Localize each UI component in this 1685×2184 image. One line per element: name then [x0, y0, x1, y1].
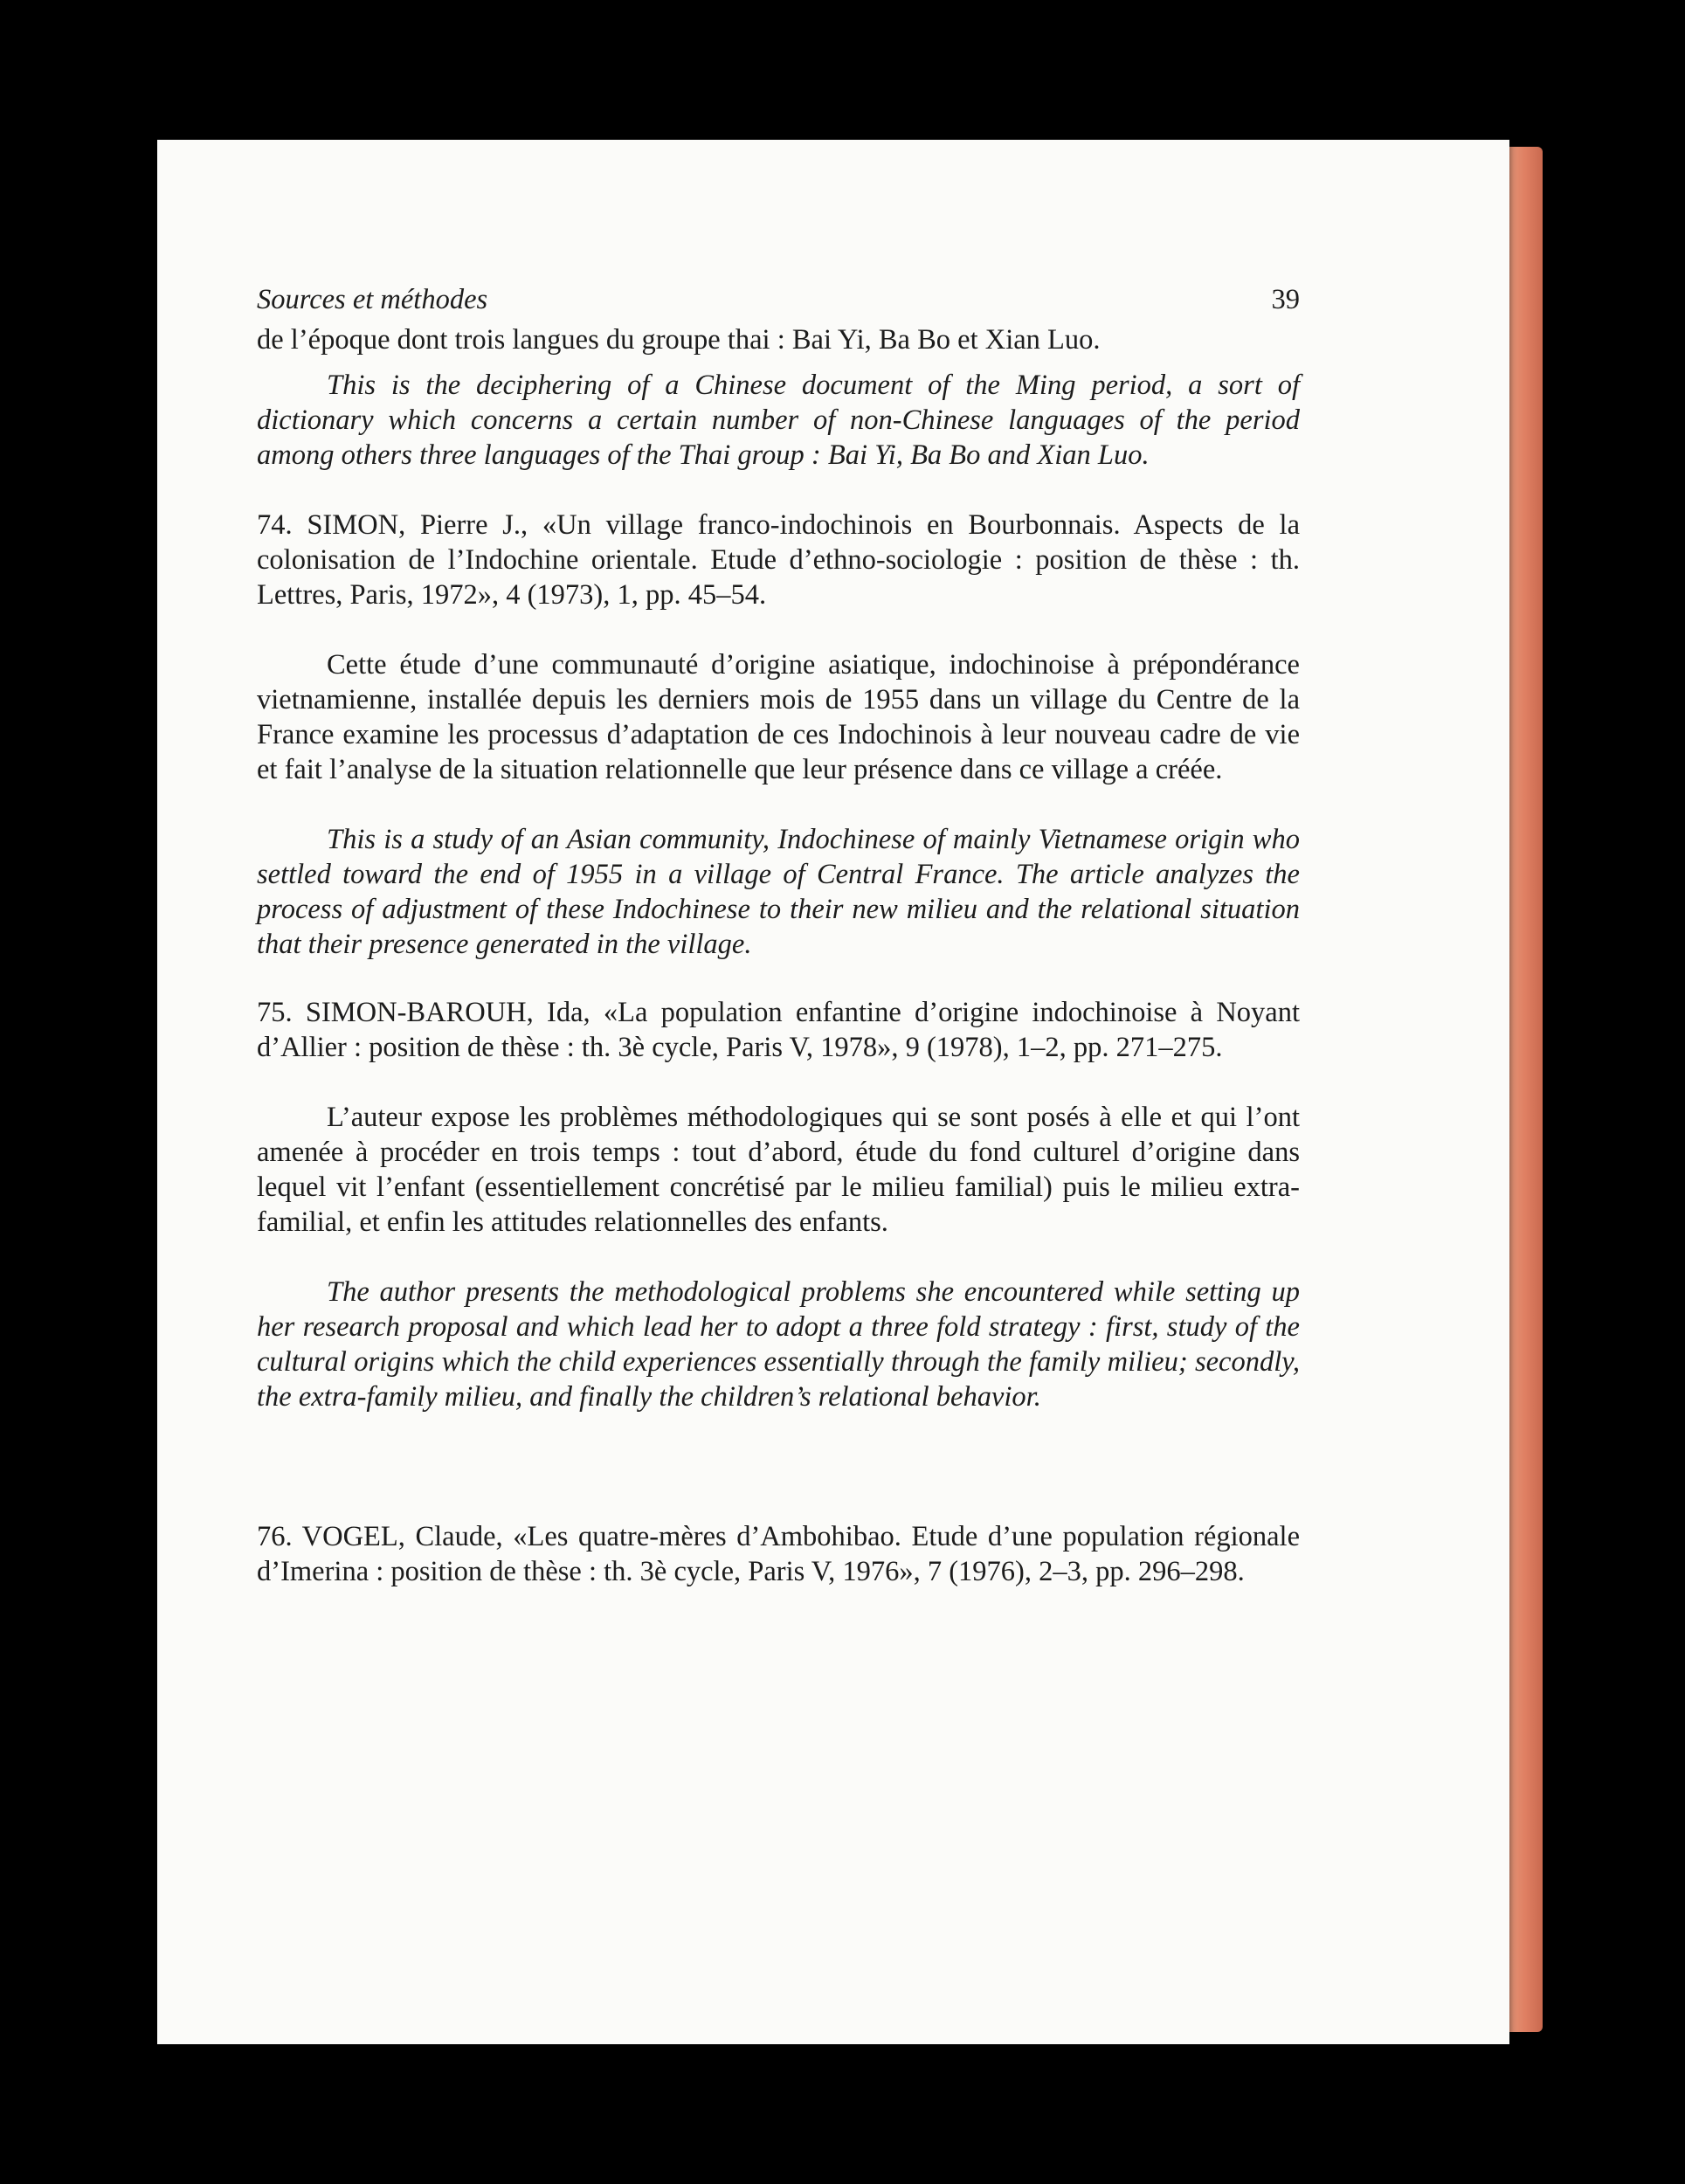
english-abstract-74: This is a study of an Asian community, Indochinese of mainly Vietnamese origin who settled toward the end of 1955 in a village of Central France. The article analyzes the process of adjustment of these Indochinese to their new milieu and the relational situation that their presence generated in the village.	[257, 824, 1300, 960]
french-abstract-74: Cette étude d’une communauté d’origine asiatique, indochinoise à prépondérance vietnamienne, installée depuis les derniers mois de 1955 dans un village du Centre de la France examine les processus d’adaptation de ces Indochinois à leur nouveau cadre de vie et fait l’analyse de la situation relationnelle que leur présence dans ce village a créée.	[257, 649, 1300, 785]
bibliography-entry-74: 74. SIMON, Pierre J., «Un village franco-indochinois en Bourbonnais. Aspects de la colonisation de l’Indochine orientale. Etude d’ethno-sociologie : position de thèse : th. Lettres, Paris, 1972», 4 (1973), 1, pp. 45–54.	[257, 509, 1300, 611]
french-abstract-75: L’auteur expose les problèmes méthodologiques qui se sont posés à elle et qui l’ont amenée à procéder en trois temps : tout d’abord, étude du fond culturel d’origine dans lequel vit l’enfant (essentiellement concrétisé par le milieu familial) puis le milieu extra-familial, et enfin les attitudes relationnelles des enfants.	[257, 1102, 1300, 1238]
bibliography-entry-76: 76. VOGEL, Claude, «Les quatre-mères d’Ambohibao. Etude d’une population régionale d’Imerina : position de thèse : th. 3è cycle, Paris V, 1976», 7 (1976), 2–3, pp. 296–298.	[257, 1521, 1300, 1587]
english-abstract-75: The author presents the methodological problems she encountered while setting up her research proposal and which lead her to adopt a three fold strategy : first, study of the cultural origins which the child experiences essentially through the family milieu; secondly, the extra-family milieu, and finally the children’s relational behavior.	[257, 1276, 1300, 1413]
english-abstract: This is the deciphering of a Chinese document of the Ming period, a sort of dictionary which concerns a certain number of non-Chinese languages of the period among others three languages of the Thai group : Bai Yi, Ba Bo and Xian Luo.	[257, 370, 1300, 471]
running-head	[257, 282, 1300, 317]
page-content	[257, 282, 1300, 1589]
bibliography-entry-75: 75. SIMON-BAROUH, Ida, «La population enfantine d’origine indochinoise à Noyant d’Allier : position de thèse : th. 3è cycle, Paris V, 1978», 9 (1978), 1–2, pp. 271–275.	[257, 997, 1300, 1063]
book-page	[157, 140, 1509, 2044]
page-number: 39	[1271, 284, 1300, 315]
running-head-title: Sources et méthodes	[257, 284, 488, 315]
continuation-paragraph: de l’époque dont trois langues du groupe thai : Bai Yi, Ba Bo et Xian Luo.	[257, 324, 1101, 356]
